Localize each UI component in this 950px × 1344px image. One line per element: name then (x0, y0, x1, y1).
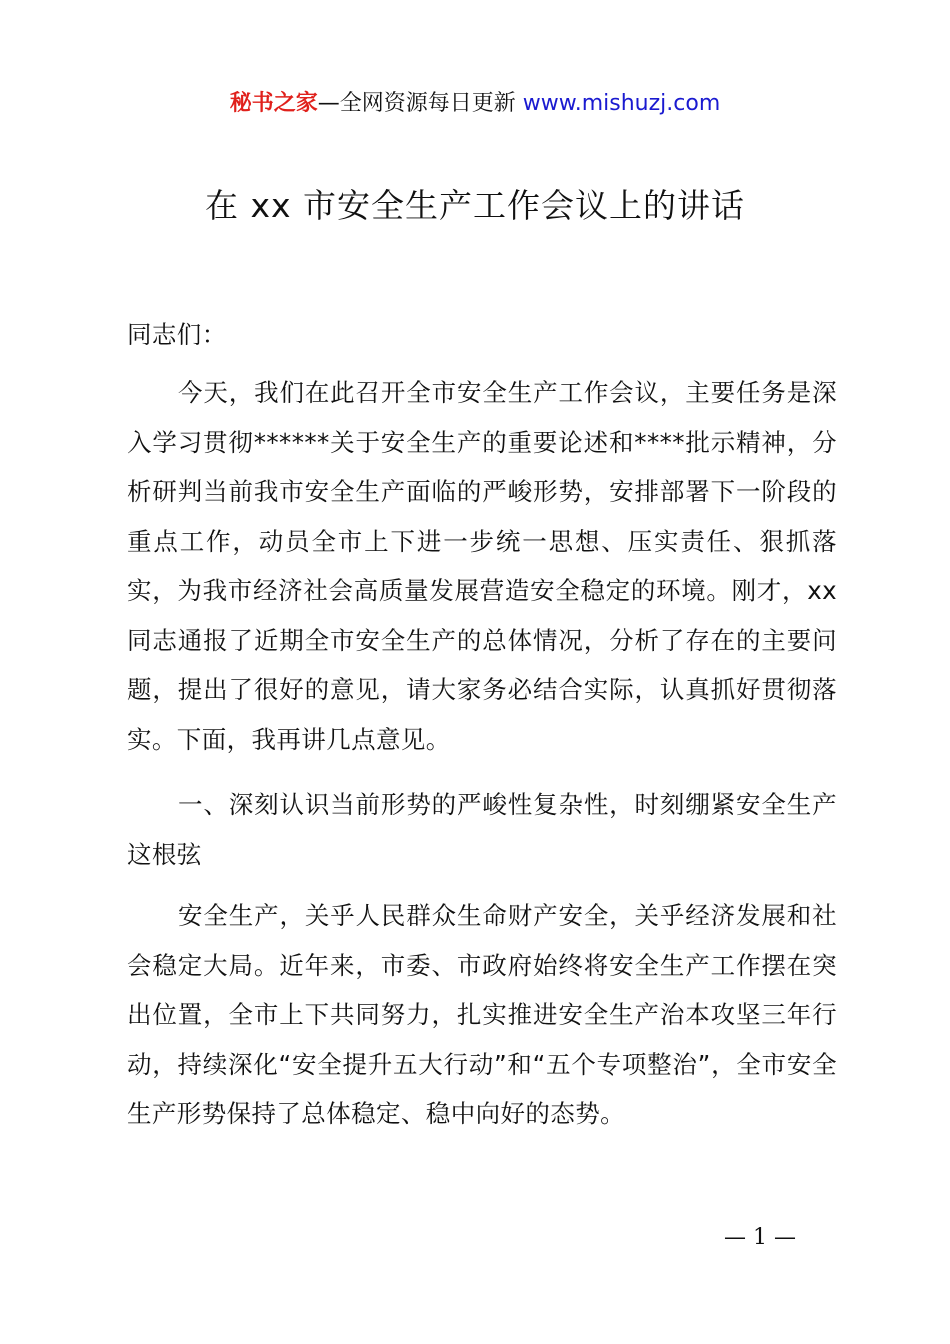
site-url-link[interactable]: www.mishuzj.com (522, 91, 721, 116)
paragraph-section-1: 安全生产，关乎人民群众生命财产安全，关乎经济发展和社会稳定大局。近年来，市委、市政府始终将安全生产工作摆在突出位置，全市上下共同努力，扎实推进安全生产治本攻坚三年行动，持续深化“安全提升五大行动”和“五个专项整治”，全市安全生产形势保持了总体稳定、稳中向好的态势。 (127, 901, 837, 1128)
header-tagline: —全网资源每日更新 (317, 91, 523, 116)
section-heading-1: 一、深刻认识当前形势的严峻性复杂性，时刻绷紧安全生产这根弦 (127, 790, 837, 869)
brand-name: 秘书之家 (229, 91, 318, 116)
page-number: — 1 — (724, 1225, 796, 1250)
document-title: 在 xx 市安全生产工作会议上的讲话 (204, 186, 746, 225)
salutation: 同志们： (127, 320, 227, 349)
paragraph-opening: 今天，我们在此召开全市安全生产工作会议，主要任务是深入学习贯彻******关于安全生产的重要论述和****批示精神，分析研判当前我市安全生产面临的严峻形势，安排部署下一阶段的重点工作，动员全市上下进一步统一思想、压实责任、狠抓落实，为我市经济社会高质量发展营造安全稳定的环境。刚才，xx 同志通报了近期全市安全生产的总体情况，分析了存在的主要问题，提出了很好的意见，请大家务必结合实际，认真抓好贯彻落实。下面，我再讲几点意见。 (127, 378, 837, 754)
site-header (0, 86, 950, 122)
